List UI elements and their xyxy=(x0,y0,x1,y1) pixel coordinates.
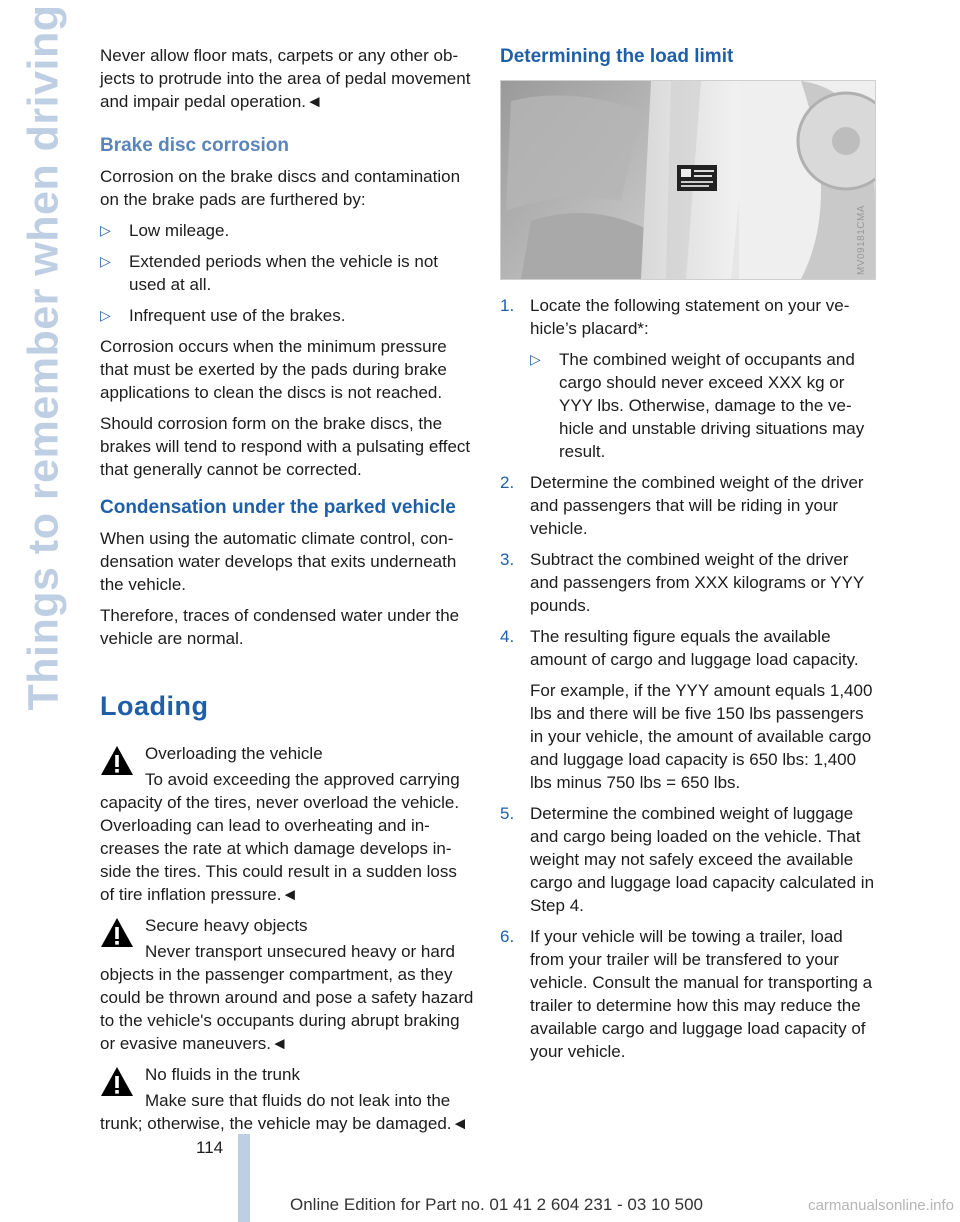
step-item xyxy=(500,625,878,794)
condensation-heading: Condensation under the parked vehicle xyxy=(100,497,456,518)
list-item-text: The combined weight of occupants and cargo should never exceed XXX kg or YYY lbs. Otherwise, damage to the vehicle and unstable driving situations may result. xyxy=(559,350,865,461)
list-item xyxy=(100,304,475,327)
bullet-triangle-icon: ▷ xyxy=(100,307,111,323)
step-item xyxy=(500,925,878,1063)
loading-heading: Loading xyxy=(100,691,209,721)
list-item-text: Infrequent use of the brakes. xyxy=(129,306,346,325)
section-side-title xyxy=(18,4,70,710)
warning-title: No fluids in the trunk xyxy=(145,1065,300,1084)
warning-body: Never transport unsecured heavy or hard objects in the passenger compartment, as they could be thrown around and pose a safety hazard to the vehicle's occupants during abrupt braking or evasive maneuvers.◄ xyxy=(100,942,474,1053)
step-number: 5. xyxy=(500,804,515,823)
bullet-triangle-icon: ▷ xyxy=(100,222,111,238)
warning-heavy-objects xyxy=(100,914,475,1055)
step-example: For example, if the YYY amount equals 1,400 lbs and there will be five 150 lbs passengers in your vehicle, the amount of available cargo and luggage load capacity is 650 lbs: 1,400 lbs minus 750 lbs = 650 lbs. xyxy=(530,681,873,792)
condensation-paragraph-2: Therefore, traces of condensed water under the vehicle are normal. xyxy=(100,606,460,648)
brake-paragraph-1: Corrosion occurs when the minimum pressure that must be exerted by the pads during brake applications to clean the discs is not reached. xyxy=(100,337,447,402)
footer-accent-bar xyxy=(238,1134,250,1222)
step-item xyxy=(500,548,878,617)
warning-title: Secure heavy objects xyxy=(145,916,308,935)
step-number: 4. xyxy=(500,627,515,646)
warning-body: To avoid exceeding the approved carrying capacity of the tires, never overload the vehicle. Overloading can lead to overheating and increases the rate at which damage develops inside the tires. This could result in a sudden loss of tire inflation pressure.◄ xyxy=(100,770,460,904)
right-column xyxy=(500,44,878,1071)
warning-triangle-icon xyxy=(100,1065,134,1099)
door-placard-illustration xyxy=(501,81,875,279)
step-number: 1. xyxy=(500,296,515,315)
step-text: Subtract the combined weight of the driver and passengers from XXX kilograms or YYY pounds. xyxy=(530,550,864,615)
step-item xyxy=(500,471,878,540)
step-number: 2. xyxy=(500,473,515,492)
warning-fluids xyxy=(100,1063,475,1135)
step-sublist xyxy=(530,348,878,463)
step-number: 6. xyxy=(500,927,515,946)
warning-triangle-icon xyxy=(100,744,134,778)
edition-text: Online Edition for Part no. 01 41 2 604 231 - 03 10 500 xyxy=(290,1195,704,1214)
brake-list xyxy=(100,219,475,327)
side-title-text: Things to remember when driving xyxy=(19,4,68,710)
intro-paragraph: Never allow floor mats, carpets or any other objects to protrude into the area of pedal movement and impair pedal operation.◄ xyxy=(100,46,471,111)
step-number: 3. xyxy=(500,550,515,569)
list-item xyxy=(100,250,475,296)
load-limit-heading: Determining the load limit xyxy=(500,46,734,67)
bullet-triangle-icon: ▷ xyxy=(100,253,111,269)
step-text: Locate the following statement on your vehicle’s placard*: xyxy=(530,296,850,338)
step-text: The resulting figure equals the available amount of cargo and luggage load capacity. xyxy=(530,627,859,669)
load-limit-steps xyxy=(500,294,878,1063)
list-item xyxy=(100,219,475,242)
step-text: Determine the combined weight of luggage and cargo being loaded on the vehicle. That weight may not safely exceed the available cargo and luggage load capacity calculated in Step 4. xyxy=(530,804,875,915)
list-item xyxy=(530,348,878,463)
condensation-paragraph-1: When using the automatic climate control, condensation water develops that exits underneath the vehicle. xyxy=(100,529,457,594)
step-text: Determine the combined weight of the driver and passengers that will be riding in your vehicle. xyxy=(530,473,864,538)
warning-body: Make sure that fluids do not leak into the trunk; otherwise, the vehicle may be damaged.◄ xyxy=(100,1091,469,1133)
image-code: MV09181CMA xyxy=(856,204,867,275)
list-item-text: Low mileage. xyxy=(129,221,230,240)
warning-triangle-icon xyxy=(100,916,134,950)
step-item xyxy=(500,802,878,917)
door-placard-photo xyxy=(500,80,876,280)
brake-heading: Brake disc corrosion xyxy=(100,135,290,156)
brake-intro: Corrosion on the brake discs and contamination on the brake pads are furthered by: xyxy=(100,167,461,209)
brake-paragraph-2: Should corrosion form on the brake discs, the brakes will tend to respond with a pulsating effect that generally cannot be corrected. xyxy=(100,414,471,479)
bullet-triangle-icon: ▷ xyxy=(530,351,541,367)
step-item xyxy=(500,294,878,463)
site-watermark: carmanualsonline.info xyxy=(808,1197,954,1214)
warning-overloading xyxy=(100,742,475,906)
page-number: 114 xyxy=(196,1138,224,1157)
left-column xyxy=(100,44,475,1143)
list-item-text: Extended periods when the vehicle is not used at all. xyxy=(129,252,439,294)
step-text: If your vehicle will be towing a trailer, load from your trailer will be transfered to your vehicle. Consult the manual for transporting a trailer to determine how this may reduce the available cargo and luggage load capacity of your vehicle. xyxy=(530,927,873,1061)
warning-title: Overloading the vehicle xyxy=(145,744,323,763)
